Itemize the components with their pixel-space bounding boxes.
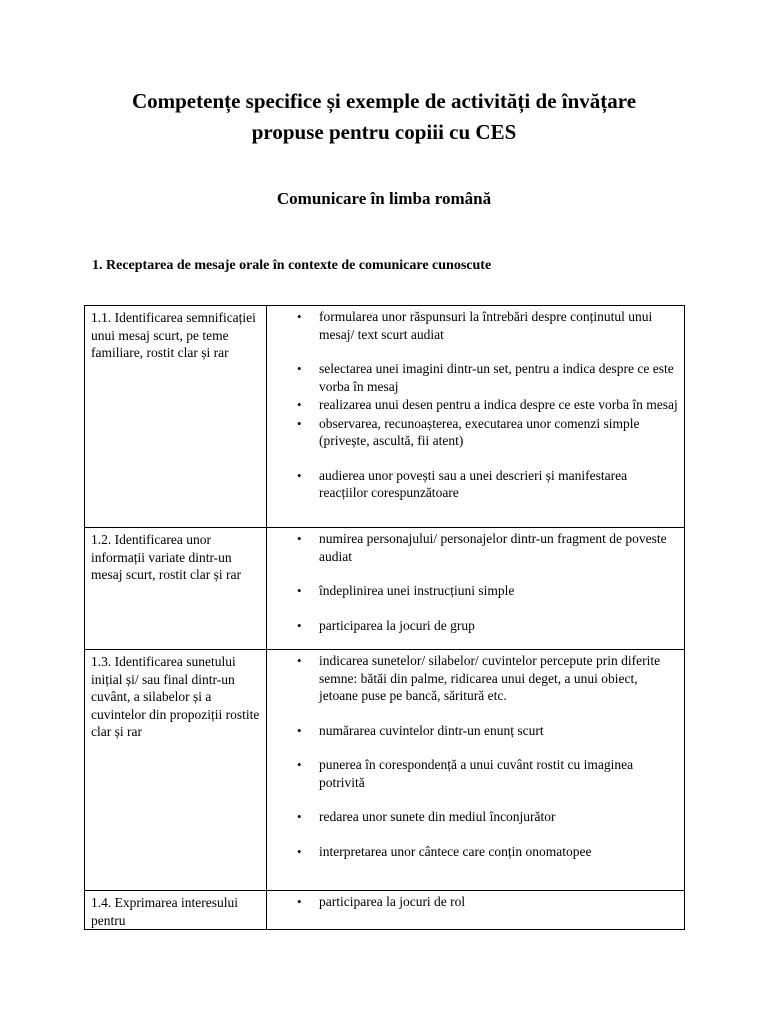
list-item — [267, 617, 678, 635]
competence-cell: 1.2. Identificarea unor informații variate dintr-un mesaj scurt, rostit clar și rar — [85, 528, 267, 650]
title-line-2: propuse pentru copiii cu CES — [251, 120, 517, 144]
bullet-icon: • — [297, 415, 302, 431]
activity-text: realizarea unui desen pentru a indica despre ce este vorba în mesaj — [319, 397, 678, 412]
section-heading: 1. Receptarea de mesaje orale în contexte de comunicare cunoscute — [92, 258, 492, 273]
activity-text: punerea în corespondență a unui cuvânt rostit cu imaginea potrivită — [319, 757, 634, 790]
bullet-icon: • — [297, 583, 302, 598]
bullet-icon: • — [297, 722, 302, 738]
activity-text: participarea la jocuri de grup — [319, 617, 475, 633]
activity-text: indicarea sunetelor/ silabelor/ cuvintelor percepute prin diferite semne: bătăi din palme, ridicarea unui deget, a unui obiect, jetoane puse pe bancă, săritură etc. — [319, 653, 661, 703]
activities-cell — [267, 306, 685, 528]
activities-list — [267, 530, 678, 634]
bullet-icon: • — [297, 397, 302, 412]
activity-text: participarea la jocuri de rol — [319, 894, 466, 909]
activities-cell — [267, 650, 685, 891]
table-row — [85, 528, 685, 650]
table-row — [85, 650, 685, 891]
list-item — [267, 396, 678, 414]
bullet-icon: • — [297, 843, 302, 859]
bullet-icon: • — [297, 894, 302, 909]
list-item — [267, 893, 678, 911]
list-item — [267, 756, 678, 791]
list-item — [267, 415, 678, 450]
bullet-icon: • — [297, 361, 302, 376]
activities-list — [267, 893, 678, 911]
activity-text: interpretarea unor cântece care conțin onomatopee — [319, 843, 592, 859]
table-row — [85, 891, 685, 930]
list-item — [267, 843, 678, 861]
competence-cell: 1.4. Exprimarea interesului pentru — [85, 891, 267, 930]
activities-list — [267, 652, 678, 860]
bullet-icon: • — [297, 809, 302, 824]
competences-table — [84, 305, 685, 930]
competence-cell: 1.3. Identificarea sunetului inițial și/ sau final dintr-un cuvânt, a silabelor și a cuvintelor din propoziții rostite clar și rar — [85, 650, 267, 891]
activity-text: observarea, recunoașterea, executarea unor comenzi simple (privește, ascultă, fii atent) — [319, 415, 640, 448]
activity-text: selectarea unei imagini dintr-un set, pentru a indica despre ce este vorba în mesaj — [319, 361, 674, 394]
activity-text: audierea unor povești sau a unei descrieri și manifestarea reacțiilor corespunzătoare — [319, 467, 628, 500]
list-item — [267, 530, 678, 565]
table-row — [85, 306, 685, 528]
activities-cell — [267, 891, 685, 930]
bullet-icon: • — [297, 653, 302, 668]
list-item — [267, 360, 678, 395]
activity-text: numirea personajului/ personajelor dintr-un fragment de poveste audiat — [319, 531, 667, 564]
list-item — [267, 652, 678, 705]
list-item — [267, 582, 678, 600]
bullet-icon: • — [297, 531, 302, 546]
competence-cell: 1.1. Identificarea semnificației unui mesaj scurt, pe teme familiare, rostit clar și rar — [85, 306, 267, 528]
title-line-1: Competențe specifice și exemple de activități de învățare — [131, 89, 637, 113]
activities-list — [267, 308, 678, 502]
bullet-icon: • — [297, 467, 302, 483]
bullet-icon: • — [297, 309, 302, 324]
activity-text: îndeplinirea unei instrucțiuni simple — [319, 583, 515, 598]
bullet-icon: • — [297, 617, 302, 633]
list-item — [267, 722, 678, 740]
subject-subtitle: Comunicare în limba română — [276, 189, 492, 208]
list-item — [267, 808, 678, 826]
list-item — [267, 308, 678, 343]
list-item — [267, 467, 678, 502]
activity-text: formularea unor răspunsuri la întrebări despre conținutul unui mesaj/ text scurt audiat — [319, 309, 653, 342]
activity-text: numărarea cuvintelor dintr-un enunț scurt — [319, 722, 544, 738]
activity-text: redarea unor sunete din mediul înconjurător — [319, 809, 556, 824]
bullet-icon: • — [297, 757, 302, 772]
activities-cell — [267, 528, 685, 650]
document-title — [84, 86, 684, 148]
